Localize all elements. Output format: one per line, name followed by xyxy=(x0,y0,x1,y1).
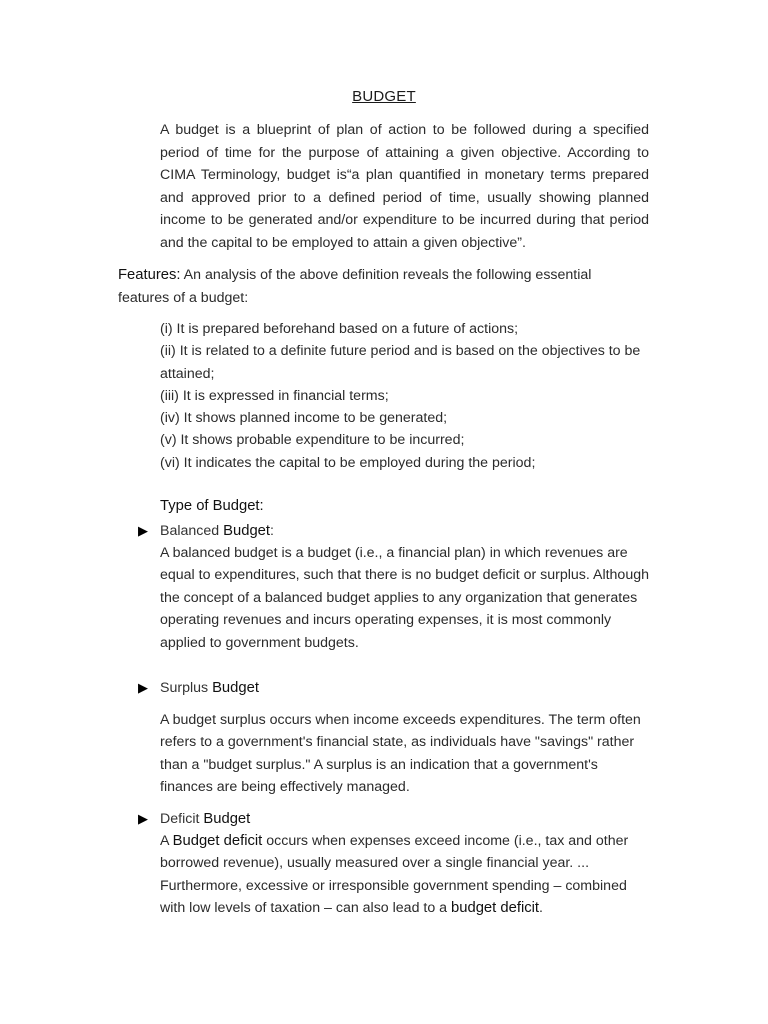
deficit-key: Budget xyxy=(203,811,251,827)
list-item: (ii) It is related to a definite future period and is based on the objectives to be attained; xyxy=(160,343,641,382)
page-title: BUDGET xyxy=(352,88,416,105)
features-label: Features: xyxy=(118,267,181,283)
surplus-budget-heading xyxy=(138,677,658,699)
balanced-suffix: : xyxy=(270,523,274,539)
balanced-budget-heading xyxy=(138,520,658,542)
surplus-budget-body: A budget surplus occurs when income exceeds expenditures. The term often refers to a government's financial state, as individuals have "savings" rather than a "budget surplus." A surplus is an indication that a government's finances are being effectively managed. xyxy=(160,712,641,796)
deficit-budget-heading xyxy=(138,808,658,830)
deficit-body-key2: budget deficit xyxy=(451,900,540,917)
deficit-body-b: occurs when expenses exceed income (i.e., tax and other borrowed revenue), usually measured over a single financial year. ... Furthermore, excessive or irresponsible government spending – combined with low levels of taxation – can also lead to a xyxy=(160,833,629,917)
surplus-budget-section xyxy=(138,677,658,799)
deficit-body-a: A xyxy=(160,833,173,849)
bullet-arrow-icon: ▶ xyxy=(138,680,148,695)
features-paragraph xyxy=(118,264,638,310)
bullet-arrow-icon: ▶ xyxy=(138,523,148,538)
surplus-key: Budget xyxy=(212,680,259,696)
list-item: (vi) It indicates the capital to be employed during the period; xyxy=(160,454,536,471)
deficit-budget-section xyxy=(138,808,658,920)
balanced-key: Budget xyxy=(223,523,271,539)
balanced-budget-body: A balanced budget is a budget (i.e., a financial plan) in which revenues are equal to expenditures, such that there is no budget deficit or surplus. Although the concept of a balanced budget applies to any organization that generates operating revenues and incurs operating expenses, it is most commonly applied to government budgets. xyxy=(160,545,649,651)
types-heading: Type of Budget: xyxy=(160,498,264,514)
features-text: An analysis of the above definition reveals the following essential features of a budget: xyxy=(118,267,592,306)
list-item: (v) It shows probable expenditure to be incurred; xyxy=(160,432,465,449)
balanced-lead: Balanced xyxy=(160,523,220,539)
list-item: (i) It is prepared beforehand based on a future of actions; xyxy=(160,321,519,337)
features-list xyxy=(160,318,650,474)
list-item: (iv) It shows planned income to be generated; xyxy=(160,410,448,427)
surplus-lead: Surplus xyxy=(160,680,209,696)
deficit-body-c: . xyxy=(539,900,543,917)
deficit-body-key: Budget deficit xyxy=(172,833,263,849)
bullet-arrow-icon: ▶ xyxy=(138,811,148,826)
deficit-budget-body xyxy=(160,830,650,920)
deficit-lead: Deficit xyxy=(160,811,200,827)
list-item: (iii) It is expressed in financial terms; xyxy=(160,387,389,404)
balanced-budget-section xyxy=(138,520,658,654)
intro-paragraph: A budget is a blueprint of plan of action to be followed during a specified period of time for the purpose of attaining a given objective. According to CIMA Terminology, budget is“a plan quantified in monetary terms prepared and approved prior to a defined period of time, usually showing planned income to be generated and/or expenditure to be incurred during that period and the capital to be employed to attain a given objective”. xyxy=(160,122,649,251)
